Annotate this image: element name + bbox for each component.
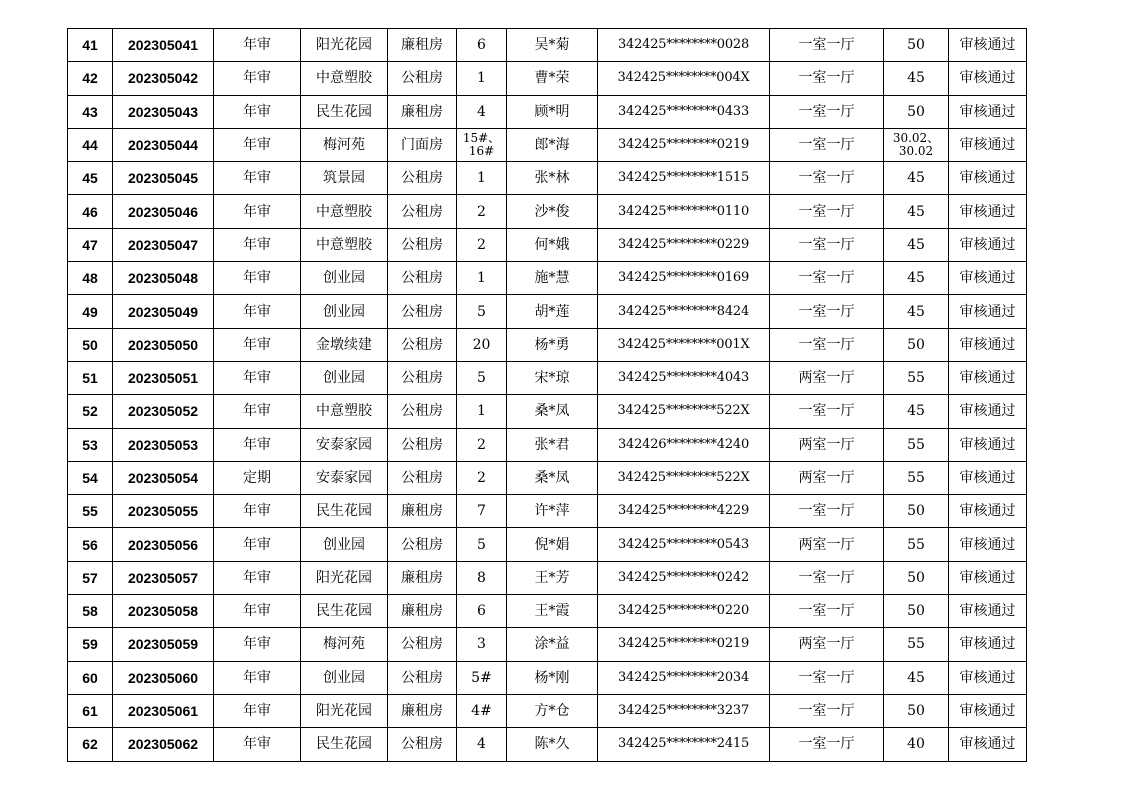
id-card-cell: 342425********0543 <box>598 528 770 561</box>
area-cell: 50 <box>884 595 949 628</box>
review-type-cell: 年审 <box>214 528 301 561</box>
area-cell: 50 <box>884 561 949 594</box>
id-card-cell: 342425********001X <box>598 328 770 361</box>
table-row <box>68 62 1027 95</box>
tenant-name-cell: 何*娥 <box>507 228 598 261</box>
status-cell: 审核通过 <box>949 95 1027 128</box>
id-card-cell: 342426********4240 <box>598 428 770 461</box>
building-cell: 2 <box>457 228 507 261</box>
row-number-cell: 47 <box>68 228 113 261</box>
tenant-name-cell: 沙*俊 <box>507 195 598 228</box>
community-cell: 阳光花园 <box>301 561 388 594</box>
layout-cell: 一室一厅 <box>770 694 884 727</box>
community-cell: 创业园 <box>301 361 388 394</box>
building-cell: 1 <box>457 162 507 195</box>
status-cell: 审核通过 <box>949 295 1027 328</box>
table-row <box>68 628 1027 661</box>
row-number-cell: 45 <box>68 162 113 195</box>
row-number-cell: 56 <box>68 528 113 561</box>
table-row <box>68 728 1027 761</box>
table-row <box>68 661 1027 694</box>
id-card-cell: 342425********0169 <box>598 262 770 295</box>
review-type-cell: 年审 <box>214 595 301 628</box>
community-cell: 中意塑胶 <box>301 62 388 95</box>
review-type-cell: 年审 <box>214 661 301 694</box>
review-type-cell: 年审 <box>214 95 301 128</box>
status-cell: 审核通过 <box>949 595 1027 628</box>
table-row <box>68 694 1027 727</box>
review-type-cell: 年审 <box>214 262 301 295</box>
tenant-name-cell: 吴*菊 <box>507 29 598 62</box>
tenant-name-cell: 桑*凤 <box>507 461 598 494</box>
layout-cell: 一室一厅 <box>770 595 884 628</box>
house-type-cell: 公租房 <box>388 395 457 428</box>
review-type-cell: 年审 <box>214 561 301 594</box>
layout-cell: 一室一厅 <box>770 395 884 428</box>
community-cell: 中意塑胶 <box>301 228 388 261</box>
table-row <box>68 461 1027 494</box>
building-cell: 15#、16# <box>457 128 507 161</box>
status-cell: 审核通过 <box>949 262 1027 295</box>
row-number-cell: 44 <box>68 128 113 161</box>
tenant-name-cell: 倪*娟 <box>507 528 598 561</box>
housing-review-table <box>67 28 1027 762</box>
community-cell: 创业园 <box>301 661 388 694</box>
building-cell: 1 <box>457 62 507 95</box>
review-type-cell: 年审 <box>214 162 301 195</box>
table-row <box>68 162 1027 195</box>
row-number-cell: 60 <box>68 661 113 694</box>
community-cell: 民生花园 <box>301 95 388 128</box>
table-body <box>68 29 1027 762</box>
status-cell: 审核通过 <box>949 195 1027 228</box>
id-card-cell: 342425********3237 <box>598 694 770 727</box>
building-cell: 6 <box>457 595 507 628</box>
area-cell: 45 <box>884 395 949 428</box>
community-cell: 梅河苑 <box>301 628 388 661</box>
application-code-cell: 202305046 <box>113 195 214 228</box>
application-code-cell: 202305050 <box>113 328 214 361</box>
review-type-cell: 年审 <box>214 628 301 661</box>
tenant-name-cell: 许*萍 <box>507 495 598 528</box>
row-number-cell: 59 <box>68 628 113 661</box>
id-card-cell: 342425********0028 <box>598 29 770 62</box>
table-row <box>68 361 1027 394</box>
row-number-cell: 43 <box>68 95 113 128</box>
id-card-cell: 342425********0220 <box>598 595 770 628</box>
house-type-cell: 公租房 <box>388 262 457 295</box>
house-type-cell: 公租房 <box>388 195 457 228</box>
layout-cell: 一室一厅 <box>770 29 884 62</box>
community-cell: 创业园 <box>301 295 388 328</box>
community-cell: 金墩续建 <box>301 328 388 361</box>
layout-cell: 一室一厅 <box>770 228 884 261</box>
building-cell: 5 <box>457 295 507 328</box>
house-type-cell: 公租房 <box>388 62 457 95</box>
area-cell: 45 <box>884 262 949 295</box>
building-cell: 3 <box>457 628 507 661</box>
review-type-cell: 年审 <box>214 29 301 62</box>
house-type-cell: 廉租房 <box>388 694 457 727</box>
tenant-name-cell: 杨*勇 <box>507 328 598 361</box>
application-code-cell: 202305049 <box>113 295 214 328</box>
area-cell: 55 <box>884 428 949 461</box>
application-code-cell: 202305058 <box>113 595 214 628</box>
tenant-name-cell: 张*君 <box>507 428 598 461</box>
row-number-cell: 54 <box>68 461 113 494</box>
status-cell: 审核通过 <box>949 428 1027 461</box>
tenant-name-cell: 胡*莲 <box>507 295 598 328</box>
application-code-cell: 202305043 <box>113 95 214 128</box>
community-cell: 梅河苑 <box>301 128 388 161</box>
area-cell: 45 <box>884 162 949 195</box>
status-cell: 审核通过 <box>949 228 1027 261</box>
table-row <box>68 295 1027 328</box>
building-cell: 7 <box>457 495 507 528</box>
area-cell: 55 <box>884 628 949 661</box>
status-cell: 审核通过 <box>949 328 1027 361</box>
status-cell: 审核通过 <box>949 728 1027 761</box>
status-cell: 审核通过 <box>949 395 1027 428</box>
house-type-cell: 公租房 <box>388 728 457 761</box>
row-number-cell: 62 <box>68 728 113 761</box>
layout-cell: 一室一厅 <box>770 295 884 328</box>
house-type-cell: 门面房 <box>388 128 457 161</box>
id-card-cell: 342425********522X <box>598 395 770 428</box>
id-card-cell: 342425********0110 <box>598 195 770 228</box>
building-cell: 4 <box>457 728 507 761</box>
id-card-cell: 342425********0433 <box>598 95 770 128</box>
layout-cell: 两室一厅 <box>770 528 884 561</box>
id-card-cell: 342425********0219 <box>598 628 770 661</box>
table-row <box>68 128 1027 161</box>
row-number-cell: 53 <box>68 428 113 461</box>
house-type-cell: 公租房 <box>388 528 457 561</box>
community-cell: 民生花园 <box>301 728 388 761</box>
community-cell: 民生花园 <box>301 495 388 528</box>
house-type-cell: 公租房 <box>388 661 457 694</box>
area-cell: 45 <box>884 195 949 228</box>
area-cell: 55 <box>884 361 949 394</box>
row-number-cell: 57 <box>68 561 113 594</box>
review-type-cell: 年审 <box>214 428 301 461</box>
application-code-cell: 202305045 <box>113 162 214 195</box>
review-type-cell: 年审 <box>214 728 301 761</box>
tenant-name-cell: 杨*刚 <box>507 661 598 694</box>
tenant-name-cell: 方*仓 <box>507 694 598 727</box>
area-cell: 55 <box>884 528 949 561</box>
tenant-name-cell: 桑*凤 <box>507 395 598 428</box>
building-cell: 2 <box>457 195 507 228</box>
house-type-cell: 廉租房 <box>388 595 457 628</box>
house-type-cell: 公租房 <box>388 461 457 494</box>
application-code-cell: 202305055 <box>113 495 214 528</box>
review-type-cell: 年审 <box>214 495 301 528</box>
status-cell: 审核通过 <box>949 528 1027 561</box>
area-cell: 50 <box>884 29 949 62</box>
row-number-cell: 50 <box>68 328 113 361</box>
table-row <box>68 395 1027 428</box>
community-cell: 创业园 <box>301 262 388 295</box>
community-cell: 安泰家园 <box>301 461 388 494</box>
community-cell: 民生花园 <box>301 595 388 628</box>
id-card-cell: 342425********4229 <box>598 495 770 528</box>
table-row <box>68 29 1027 62</box>
application-code-cell: 202305057 <box>113 561 214 594</box>
table-row <box>68 195 1027 228</box>
status-cell: 审核通过 <box>949 29 1027 62</box>
application-code-cell: 202305054 <box>113 461 214 494</box>
community-cell: 筑景园 <box>301 162 388 195</box>
row-number-cell: 61 <box>68 694 113 727</box>
review-type-cell: 年审 <box>214 328 301 361</box>
application-code-cell: 202305060 <box>113 661 214 694</box>
layout-cell: 一室一厅 <box>770 495 884 528</box>
building-cell: 8 <box>457 561 507 594</box>
table-row <box>68 228 1027 261</box>
layout-cell: 一室一厅 <box>770 262 884 295</box>
application-code-cell: 202305051 <box>113 361 214 394</box>
house-type-cell: 廉租房 <box>388 561 457 594</box>
review-type-cell: 年审 <box>214 395 301 428</box>
id-card-cell: 342425********0219 <box>598 128 770 161</box>
tenant-name-cell: 施*慧 <box>507 262 598 295</box>
row-number-cell: 46 <box>68 195 113 228</box>
row-number-cell: 41 <box>68 29 113 62</box>
layout-cell: 两室一厅 <box>770 361 884 394</box>
application-code-cell: 202305041 <box>113 29 214 62</box>
table-row <box>68 95 1027 128</box>
area-cell: 45 <box>884 62 949 95</box>
community-cell: 安泰家园 <box>301 428 388 461</box>
id-card-cell: 342425********0242 <box>598 561 770 594</box>
house-type-cell: 公租房 <box>388 228 457 261</box>
building-cell: 1 <box>457 395 507 428</box>
layout-cell: 一室一厅 <box>770 195 884 228</box>
review-type-cell: 年审 <box>214 128 301 161</box>
row-number-cell: 42 <box>68 62 113 95</box>
area-cell: 40 <box>884 728 949 761</box>
building-cell: 5 <box>457 528 507 561</box>
tenant-name-cell: 涂*益 <box>507 628 598 661</box>
community-cell: 中意塑胶 <box>301 395 388 428</box>
house-type-cell: 公租房 <box>388 361 457 394</box>
status-cell: 审核通过 <box>949 495 1027 528</box>
house-type-cell: 廉租房 <box>388 29 457 62</box>
building-cell: 6 <box>457 29 507 62</box>
building-cell: 2 <box>457 428 507 461</box>
house-type-cell: 公租房 <box>388 628 457 661</box>
row-number-cell: 49 <box>68 295 113 328</box>
review-type-cell: 年审 <box>214 228 301 261</box>
area-cell: 45 <box>884 295 949 328</box>
community-cell: 阳光花园 <box>301 694 388 727</box>
id-card-cell: 342425********2415 <box>598 728 770 761</box>
house-type-cell: 廉租房 <box>388 95 457 128</box>
community-cell: 创业园 <box>301 528 388 561</box>
id-card-cell: 342425********004X <box>598 62 770 95</box>
application-code-cell: 202305061 <box>113 694 214 727</box>
status-cell: 审核通过 <box>949 694 1027 727</box>
application-code-cell: 202305059 <box>113 628 214 661</box>
table-row <box>68 428 1027 461</box>
review-type-cell: 年审 <box>214 295 301 328</box>
tenant-name-cell: 曹*荣 <box>507 62 598 95</box>
area-cell: 50 <box>884 328 949 361</box>
tenant-name-cell: 王*霞 <box>507 595 598 628</box>
house-type-cell: 廉租房 <box>388 495 457 528</box>
building-cell: 2 <box>457 461 507 494</box>
tenant-name-cell: 张*林 <box>507 162 598 195</box>
status-cell: 审核通过 <box>949 661 1027 694</box>
area-cell: 55 <box>884 461 949 494</box>
status-cell: 审核通过 <box>949 361 1027 394</box>
layout-cell: 两室一厅 <box>770 628 884 661</box>
area-cell: 45 <box>884 661 949 694</box>
id-card-cell: 342425********522X <box>598 461 770 494</box>
status-cell: 审核通过 <box>949 561 1027 594</box>
row-number-cell: 48 <box>68 262 113 295</box>
id-card-cell: 342425********4043 <box>598 361 770 394</box>
house-type-cell: 公租房 <box>388 162 457 195</box>
layout-cell: 一室一厅 <box>770 661 884 694</box>
house-type-cell: 公租房 <box>388 295 457 328</box>
house-type-cell: 公租房 <box>388 328 457 361</box>
table-row <box>68 595 1027 628</box>
area-cell: 50 <box>884 495 949 528</box>
application-code-cell: 202305053 <box>113 428 214 461</box>
table-row <box>68 262 1027 295</box>
application-code-cell: 202305047 <box>113 228 214 261</box>
building-cell: 5# <box>457 661 507 694</box>
review-type-cell: 年审 <box>214 694 301 727</box>
building-cell: 20 <box>457 328 507 361</box>
layout-cell: 两室一厅 <box>770 461 884 494</box>
status-cell: 审核通过 <box>949 128 1027 161</box>
table-row <box>68 495 1027 528</box>
tenant-name-cell: 郎*海 <box>507 128 598 161</box>
tenant-name-cell: 陈*久 <box>507 728 598 761</box>
application-code-cell: 202305056 <box>113 528 214 561</box>
id-card-cell: 342425********0229 <box>598 228 770 261</box>
layout-cell: 一室一厅 <box>770 62 884 95</box>
community-cell: 中意塑胶 <box>301 195 388 228</box>
table-row <box>68 561 1027 594</box>
area-cell: 50 <box>884 95 949 128</box>
area-cell: 50 <box>884 694 949 727</box>
row-number-cell: 55 <box>68 495 113 528</box>
status-cell: 审核通过 <box>949 628 1027 661</box>
layout-cell: 一室一厅 <box>770 328 884 361</box>
review-type-cell: 年审 <box>214 361 301 394</box>
building-cell: 1 <box>457 262 507 295</box>
application-code-cell: 202305042 <box>113 62 214 95</box>
row-number-cell: 51 <box>68 361 113 394</box>
row-number-cell: 58 <box>68 595 113 628</box>
area-cell: 30.02、30.02 <box>884 128 949 161</box>
review-type-cell: 年审 <box>214 195 301 228</box>
row-number-cell: 52 <box>68 395 113 428</box>
tenant-name-cell: 宋*琼 <box>507 361 598 394</box>
status-cell: 审核通过 <box>949 162 1027 195</box>
application-code-cell: 202305048 <box>113 262 214 295</box>
building-cell: 4 <box>457 95 507 128</box>
application-code-cell: 202305052 <box>113 395 214 428</box>
status-cell: 审核通过 <box>949 461 1027 494</box>
layout-cell: 一室一厅 <box>770 162 884 195</box>
building-cell: 5 <box>457 361 507 394</box>
layout-cell: 两室一厅 <box>770 428 884 461</box>
layout-cell: 一室一厅 <box>770 95 884 128</box>
layout-cell: 一室一厅 <box>770 728 884 761</box>
community-cell: 阳光花园 <box>301 29 388 62</box>
status-cell: 审核通过 <box>949 62 1027 95</box>
tenant-name-cell: 顾*明 <box>507 95 598 128</box>
id-card-cell: 342425********2034 <box>598 661 770 694</box>
layout-cell: 一室一厅 <box>770 128 884 161</box>
review-type-cell: 年审 <box>214 62 301 95</box>
layout-cell: 一室一厅 <box>770 561 884 594</box>
id-card-cell: 342425********1515 <box>598 162 770 195</box>
area-cell: 45 <box>884 228 949 261</box>
table-row <box>68 528 1027 561</box>
tenant-name-cell: 王*芳 <box>507 561 598 594</box>
table-row <box>68 328 1027 361</box>
house-type-cell: 公租房 <box>388 428 457 461</box>
application-code-cell: 202305044 <box>113 128 214 161</box>
application-code-cell: 202305062 <box>113 728 214 761</box>
id-card-cell: 342425********8424 <box>598 295 770 328</box>
building-cell: 4# <box>457 694 507 727</box>
review-type-cell: 定期 <box>214 461 301 494</box>
